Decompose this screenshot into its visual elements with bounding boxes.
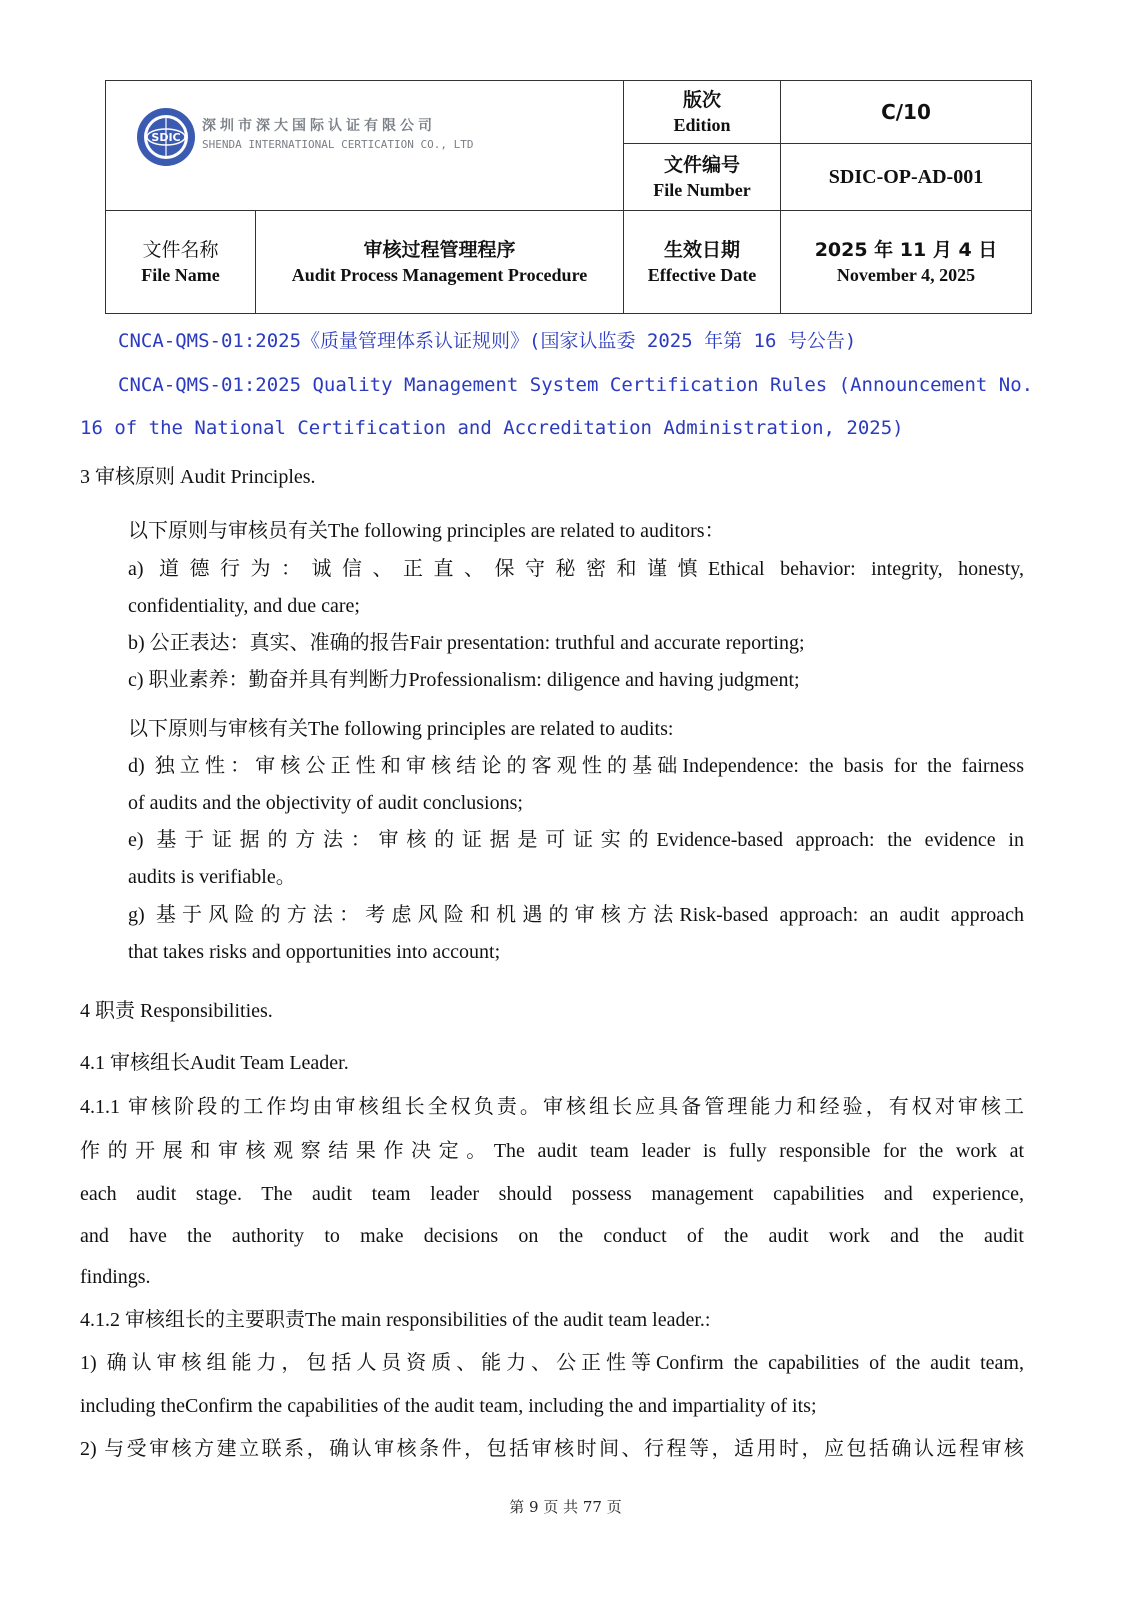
edition-label-cell — [624, 81, 781, 144]
para-4-1-1-line1: 4.1.1 审核阶段的工作均由审核组长全权负责。审核组长应具备管理能力和经验，有权对审核工 — [80, 1096, 1024, 1118]
para-4-1-1-line4: and have the authority to make decisions on the conduct of the audit work and the audit — [80, 1225, 1024, 1247]
edition-value: C/10 — [881, 100, 931, 124]
edition-label-zh: 版次 — [682, 89, 721, 111]
company-logo-cell — [106, 81, 624, 211]
para-4-1-2: 4.1.2 审核组长的主要职责The main responsibilities of the audit team leader.: — [80, 1309, 711, 1331]
reference-en-line1: CNCA-QMS-01:2025 Quality Management System Certification Rules (Announcement No. — [118, 374, 1034, 396]
file-number-label-en: File Number — [653, 180, 751, 200]
file-number-label-zh: 文件编号 — [663, 154, 740, 176]
item-1-line2: including theConfirm the capabilities of the audit team, including the and impartiality of its; — [80, 1395, 817, 1417]
file-name-label-cell — [106, 211, 256, 314]
section-3-heading: 3 审核原则 Audit Principles. — [80, 466, 316, 488]
item-2-line1: 2) 与受审核方建立联系，确认审核条件，包括审核时间、行程等，适用时，应包括确认远程审核 — [80, 1438, 1024, 1460]
effective-date-label-cell — [624, 211, 781, 314]
company-logo — [136, 107, 196, 167]
file-name-value-zh: 审核过程管理程序 — [363, 239, 516, 261]
audit-principles-intro: 以下原则与审核有关The following principles are related to audits: — [128, 718, 674, 740]
principle-d-line2: of audits and the objectivity of audit conclusions; — [128, 792, 523, 814]
principle-b: b) 公正表达：真实、准确的报告Fair presentation: truthful and accurate reporting; — [128, 632, 805, 654]
file-name-label-en: File Name — [141, 265, 220, 285]
file-number-value-cell — [781, 144, 1032, 211]
company-name-zh: 深圳市深大国际认证有限公司 — [202, 118, 436, 134]
principle-a-line1: a) 道德行为：诚信、正直、保守秘密和谨慎Ethical behavior: integrity, honesty, — [128, 558, 1024, 580]
para-4-1-1-line2: 作的开展和审核观察结果作决定。The audit team leader is fully responsible for the work at — [80, 1140, 1024, 1162]
file-name-value-cell — [256, 211, 624, 314]
principle-d-line1: d) 独立性：审核公正性和审核结论的客观性的基础Independence: the basis for the fairness — [128, 755, 1024, 777]
effective-date-value-en: November 4, 2025 — [836, 265, 976, 285]
edition-label-en: Edition — [673, 115, 731, 135]
document-header-table — [105, 80, 1032, 314]
reference-zh: CNCA-QMS-01:2025《质量管理体系认证规则》(国家认监委 2025 年第 16 号公告) — [118, 330, 857, 352]
page-number-footer: 第 9 页 共 77 页 — [509, 1498, 622, 1516]
effective-date-label-zh: 生效日期 — [663, 239, 740, 261]
principle-g-line1: g) 基于风险的方法：考虑风险和机遇的审核方法Risk-based approach: an audit approach — [128, 904, 1024, 926]
principle-g-line2: that takes risks and opportunities into account; — [128, 941, 501, 963]
effective-date-value-cell — [781, 211, 1032, 314]
effective-date-value-zh: 2025 年 11 月 4 日 — [814, 239, 998, 261]
principle-a-line2: confidentiality, and due care; — [128, 595, 360, 617]
section-4-1-heading: 4.1 审核组长Audit Team Leader. — [80, 1052, 349, 1074]
company-name-en: SHENDA INTERNATIONAL CERTICATION CO., LTD — [202, 138, 474, 151]
item-1-line1: 1) 确认审核组能力，包括人员资质、能力、公正性等Confirm the capabilities of the audit team, — [80, 1352, 1024, 1374]
para-4-1-1-line3: each audit stage. The audit team leader should possess management capabilities and experience, — [80, 1183, 1024, 1205]
principle-e-line1: e) 基于证据的方法：审核的证据是可证实的Evidence-based approach: the evidence in — [128, 829, 1024, 851]
para-4-1-1-line5: findings. — [80, 1266, 151, 1288]
edition-value-cell — [781, 81, 1032, 144]
reference-en-line2: 16 of the National Certification and Accreditation Administration, 2025) — [80, 417, 904, 439]
file-number-label-cell — [624, 144, 781, 211]
logo-text: SDIC — [151, 131, 181, 144]
principle-c: c) 职业素养：勤奋并具有判断力Professionalism: diligence and having judgment; — [128, 669, 800, 691]
auditor-principles-intro: 以下原则与审核员有关The following principles are related to auditors： — [128, 520, 725, 542]
principle-e-line2: audits is verifiable。 — [128, 866, 296, 888]
file-name-value-en: Audit Process Management Procedure — [291, 265, 588, 285]
section-4-heading: 4 职责 Responsibilities. — [80, 1000, 273, 1022]
file-number-value: SDIC-OP-AD-001 — [828, 165, 984, 188]
file-name-label-zh: 文件名称 — [142, 239, 219, 261]
effective-date-label-en: Effective Date — [647, 265, 757, 285]
